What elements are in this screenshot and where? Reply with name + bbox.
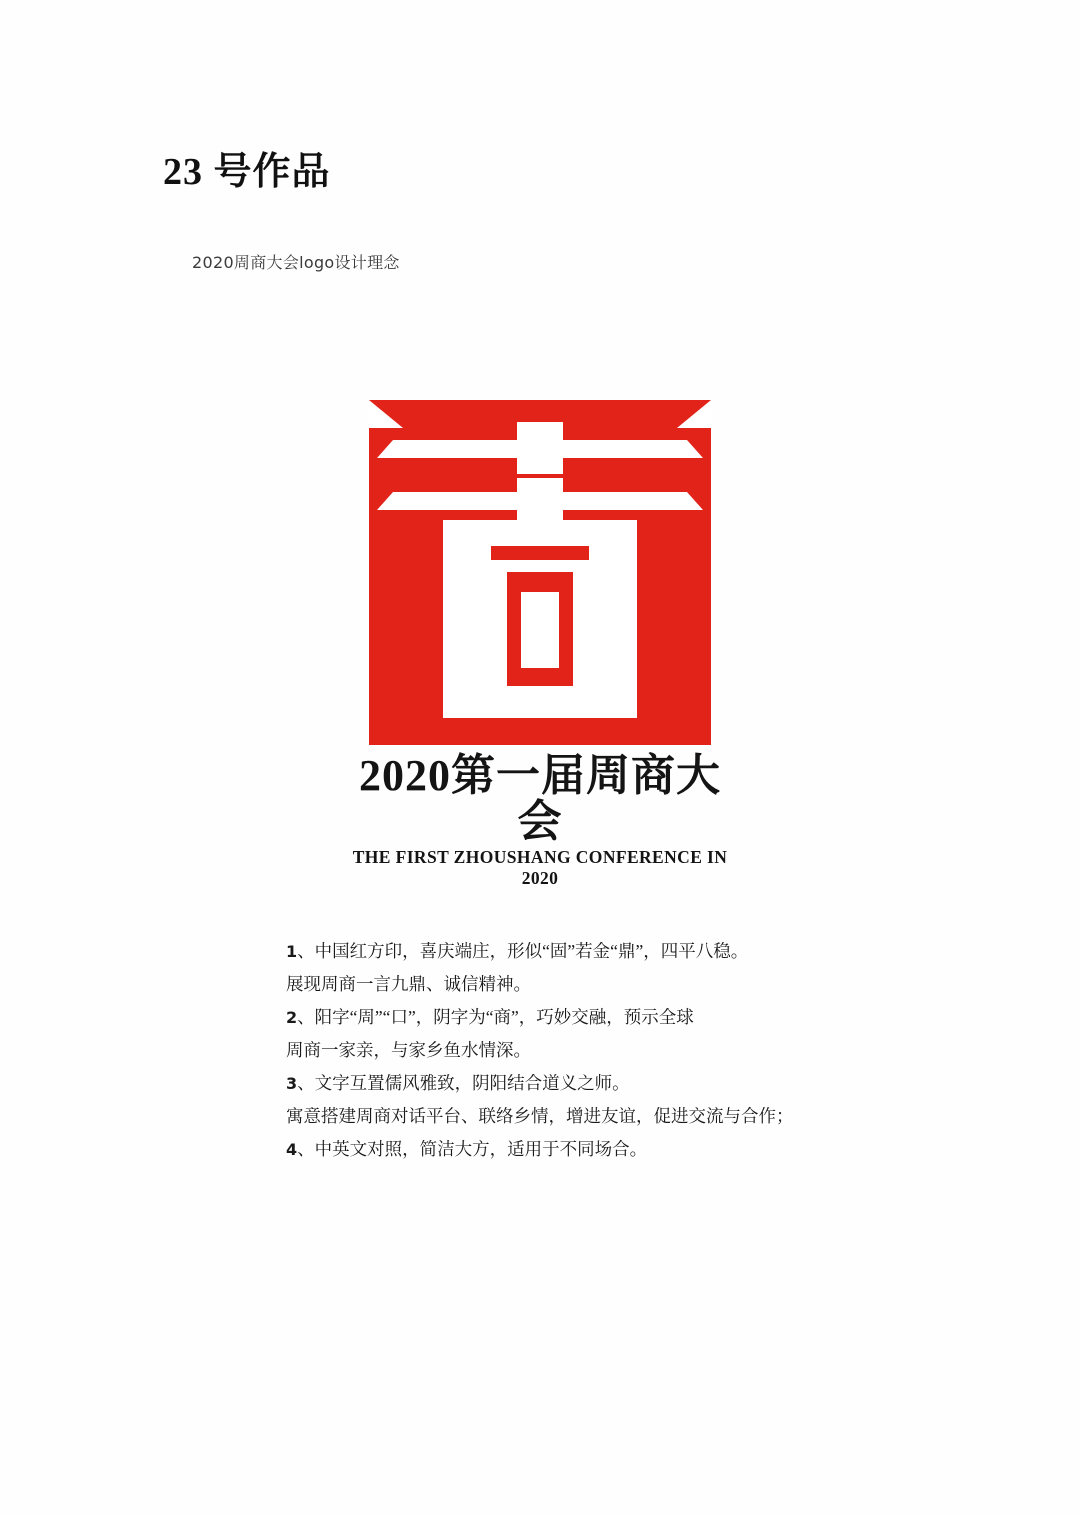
concept-item-3-sep: 、 (297, 1073, 315, 1093)
logo-english-title: THE FIRST ZHOUSHANG CONFERENCE IN 2020 (352, 847, 728, 889)
concept-item-1-sep: 、 (297, 941, 315, 961)
logo-chinese-title: 2020第一届周商大会 (359, 751, 721, 847)
concept-text-block (286, 935, 816, 1166)
concept-item-2-line2: 周商一家亲，与家乡鱼水情深。 (286, 1040, 531, 1060)
logo-mark-zhou-shang-seal (347, 400, 733, 745)
page-title: 23 号作品 (163, 151, 331, 193)
concept-item-2-sep: 、 (297, 1007, 315, 1027)
concept-item-3-number: 3 (286, 1074, 298, 1093)
concept-item-1-line2: 展现周商一言九鼎、诚信精神。 (286, 974, 531, 994)
logo-block (347, 400, 733, 889)
concept-item-1 (286, 935, 816, 968)
concept-item-2-number: 2 (286, 1008, 298, 1027)
page-subtitle: 2020周商大会logo设计理念 (192, 253, 400, 272)
concept-item-1-line1: 中国红方印，喜庆端庄，形似“固”若金“鼎”，四平八稳。 (314, 941, 749, 961)
concept-item-4-line1: 中英文对照，简洁大方，适用于不同场合。 (314, 1139, 648, 1159)
concept-item-4-number: 4 (286, 1140, 298, 1159)
concept-item-2-line1: 阳字“周”“口”，阴字为“商”，巧妙交融，预示全球 (314, 1007, 694, 1027)
concept-item-4-sep: 、 (297, 1139, 315, 1159)
concept-item-2 (286, 1001, 816, 1034)
concept-item-3-line2: 寓意搭建周商对话平台、联络乡情，增进友谊，促进交流与合作； (286, 1106, 794, 1126)
concept-item-4 (286, 1133, 816, 1166)
concept-item-3 (286, 1067, 816, 1100)
concept-item-3-line1: 文字互置儒风雅致，阴阳结合道义之师。 (314, 1073, 630, 1093)
concept-item-1-number: 1 (286, 942, 298, 961)
